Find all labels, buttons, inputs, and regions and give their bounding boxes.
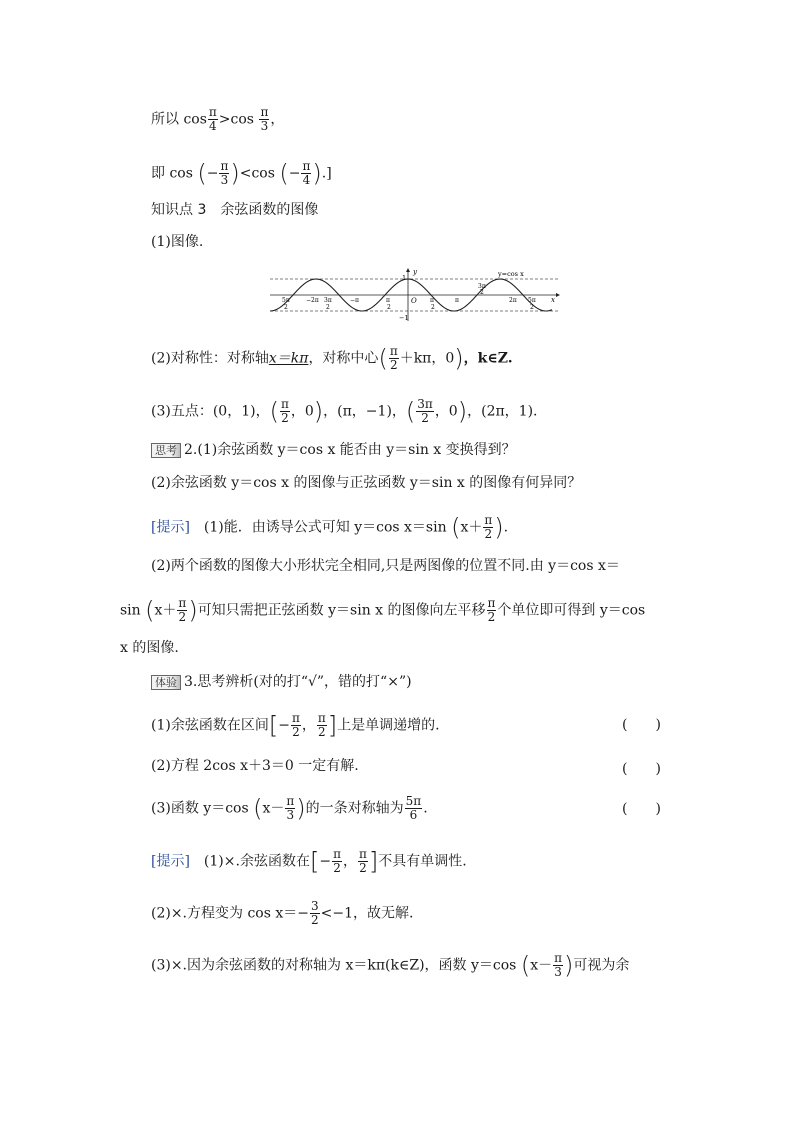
text: 即 cos bbox=[151, 165, 193, 182]
numerator: 3π bbox=[417, 397, 433, 411]
sign: − bbox=[288, 165, 301, 182]
text: (2)×.方程变为 cos x＝− bbox=[151, 905, 309, 922]
fraction bbox=[405, 795, 423, 822]
text: ，k∈Z. bbox=[463, 350, 513, 367]
tick-neg-pi: −π bbox=[350, 297, 359, 304]
paren: ( bbox=[279, 159, 289, 188]
denominator: 2 bbox=[421, 411, 429, 425]
denominator: 3 bbox=[220, 173, 229, 187]
numerator: π bbox=[554, 951, 562, 965]
numerator: 5π bbox=[405, 794, 422, 808]
paren: ) bbox=[312, 159, 322, 188]
tick-neg-pi-2: π bbox=[386, 297, 390, 304]
fraction bbox=[280, 398, 290, 425]
tick-neg-3pi-2: 3π bbox=[324, 297, 332, 304]
denominator: 2 bbox=[333, 861, 341, 875]
tick-denominator: 2 bbox=[530, 304, 534, 311]
paren: ) bbox=[188, 596, 198, 625]
paren: ( bbox=[145, 596, 155, 625]
numerator: π bbox=[220, 159, 229, 173]
experience-tag: 体验 bbox=[151, 675, 181, 690]
question-1 bbox=[151, 712, 440, 739]
line-cos-negative-compare bbox=[151, 160, 332, 187]
text: ， bbox=[342, 853, 357, 870]
denominator: 2 bbox=[484, 527, 493, 541]
paren: ( bbox=[451, 513, 461, 542]
text: x－ bbox=[262, 800, 285, 817]
text: 所以 cos bbox=[151, 111, 207, 128]
paren: ) bbox=[296, 794, 306, 823]
sign: − bbox=[278, 717, 290, 734]
fraction bbox=[416, 398, 434, 425]
denominator: 3 bbox=[286, 808, 295, 822]
text: 可视为余 bbox=[573, 957, 630, 974]
x-axis-label: x bbox=[551, 296, 555, 304]
answer-box-1[interactable]: ( ) bbox=[622, 717, 661, 733]
text: <−1，故无解. bbox=[320, 905, 414, 922]
tick-3pi-2: 3π bbox=[478, 283, 486, 290]
numerator: π bbox=[358, 847, 367, 861]
text: 可知只需把正弦函数 y＝sin x 的图像向左平移 bbox=[197, 602, 486, 619]
numerator: π bbox=[291, 711, 300, 725]
text: ，0 bbox=[290, 403, 314, 420]
min-value-label: −1 bbox=[399, 314, 409, 322]
hint-2-line-3: x 的图像. bbox=[120, 640, 179, 656]
fraction bbox=[310, 900, 320, 927]
paren: ) bbox=[313, 397, 324, 426]
text: 个单位即可得到 y＝cos bbox=[497, 602, 646, 619]
y-axis-label: y bbox=[413, 268, 417, 276]
fraction bbox=[389, 345, 399, 372]
think-question-1 bbox=[151, 440, 516, 460]
tick-denominator: 2 bbox=[480, 289, 484, 296]
think-question-2: (2)余弦函数 y＝cos x 的图像与正弦函数 y＝sin x 的图像有何异同？ bbox=[151, 475, 582, 491]
bracket: [ bbox=[309, 847, 320, 876]
answer-box-2[interactable]: ( ) bbox=[622, 761, 661, 777]
text: x＋ bbox=[460, 519, 483, 536]
tick-denominator: 2 bbox=[431, 304, 435, 311]
numerator: π bbox=[487, 596, 496, 610]
paren: ( bbox=[269, 397, 279, 426]
paren: ( bbox=[253, 794, 263, 823]
text: 2.(1)余弦函数 y＝cos x 能否由 y＝sin x 变换得到？ bbox=[184, 442, 516, 458]
tick-neg-2pi: −2π bbox=[306, 297, 319, 304]
hint-tag: [提示] bbox=[151, 519, 190, 536]
hint-2-line-1: (2)两个函数的图像大小形状完全相同,只是两图像的位置不同.由 y＝cos x＝ bbox=[151, 558, 620, 574]
hint-1 bbox=[151, 514, 508, 541]
numerator: π bbox=[389, 344, 398, 358]
text: (1)余弦函数在区间 bbox=[151, 717, 269, 734]
item-graph-label: (1)图像. bbox=[151, 234, 204, 250]
fraction bbox=[285, 795, 295, 822]
paren: ) bbox=[494, 513, 504, 542]
fraction bbox=[317, 712, 327, 739]
numerator: π bbox=[208, 105, 217, 119]
text: >cos bbox=[218, 111, 259, 128]
paren: ( bbox=[520, 951, 531, 980]
numerator: 3 bbox=[311, 899, 319, 913]
paren: ( bbox=[197, 159, 207, 188]
paren: ( bbox=[378, 344, 388, 373]
bracket: ] bbox=[327, 711, 338, 740]
tick-pi: π bbox=[455, 297, 459, 304]
line-cos-compare bbox=[151, 106, 284, 133]
text: x－ bbox=[530, 957, 553, 974]
numerator: π bbox=[286, 794, 295, 808]
denominator: 3 bbox=[554, 965, 562, 979]
x-axis-arrow bbox=[556, 293, 560, 297]
fraction bbox=[219, 160, 229, 187]
text: ，0 bbox=[434, 403, 458, 420]
denominator: 2 bbox=[281, 411, 289, 425]
fraction bbox=[332, 848, 342, 875]
sign: − bbox=[319, 853, 332, 870]
tick-denominator: 2 bbox=[387, 304, 391, 311]
numerator: π bbox=[484, 513, 493, 527]
numerator: π bbox=[280, 397, 289, 411]
text: (3)×.因为余弦函数的对称轴为 x＝kπ(k∈Z)，函数 y＝cos bbox=[151, 957, 521, 974]
axis-formula: x＝kπ bbox=[268, 350, 309, 367]
question-2: (2)方程 2cos x＋3＝0 一定有解. bbox=[151, 758, 359, 774]
tick-labels bbox=[282, 283, 536, 311]
text: . bbox=[423, 800, 428, 817]
think-tag: 思考 bbox=[151, 443, 181, 458]
section-heading: 知识点 3 余弦函数的图像 bbox=[151, 202, 319, 218]
denominator: 2 bbox=[311, 913, 319, 927]
fraction bbox=[177, 597, 187, 624]
text: (2)对称性：对称轴 bbox=[151, 350, 269, 367]
bracket: ] bbox=[368, 847, 379, 876]
tick-pi-2: π bbox=[430, 297, 434, 304]
denominator: 2 bbox=[359, 861, 367, 875]
bracket: [ bbox=[268, 711, 279, 740]
cosine-graph bbox=[268, 268, 564, 324]
numerator: π bbox=[333, 847, 341, 861]
tick-denominator: 2 bbox=[284, 304, 288, 311]
text: x＋ bbox=[154, 602, 177, 619]
hint-answer-2 bbox=[151, 900, 413, 927]
denominator: 4 bbox=[209, 119, 217, 133]
text: ， bbox=[270, 111, 285, 128]
hint-2-line-2 bbox=[120, 597, 645, 624]
text: ，(2π，1). bbox=[467, 403, 538, 420]
text: ， bbox=[301, 717, 316, 734]
paren: ) bbox=[230, 159, 240, 188]
text: . bbox=[503, 519, 509, 536]
text: ，(π，−1)， bbox=[323, 403, 406, 420]
text: 3.思考辨析(对的打“√”，错的打“×”) bbox=[184, 674, 412, 690]
text: ＋kπ，0 bbox=[399, 350, 455, 367]
text: (3)函数 y＝cos bbox=[151, 800, 254, 817]
function-label: y=cos x bbox=[498, 270, 524, 278]
denominator: 2 bbox=[317, 725, 326, 739]
text: .] bbox=[321, 165, 332, 182]
denominator: 3 bbox=[260, 119, 269, 133]
paren: ( bbox=[405, 397, 416, 426]
paren: ) bbox=[457, 397, 468, 426]
denominator: 2 bbox=[487, 610, 496, 624]
denominator: 2 bbox=[389, 358, 398, 372]
denominator: 2 bbox=[292, 725, 300, 739]
fraction bbox=[487, 597, 497, 624]
five-points-line bbox=[151, 398, 538, 425]
text: (1)×.余弦函数在 bbox=[189, 853, 310, 870]
fraction bbox=[483, 514, 493, 541]
text: 不具有单调性. bbox=[378, 853, 467, 870]
tick-2pi: 2π bbox=[509, 297, 517, 304]
sign: − bbox=[206, 165, 219, 182]
paren: ) bbox=[454, 344, 464, 373]
text: sin bbox=[120, 602, 146, 619]
denominator: 2 bbox=[178, 610, 187, 624]
tick-denominator: 2 bbox=[326, 304, 330, 311]
numerator: π bbox=[260, 105, 269, 119]
text: <cos bbox=[239, 165, 275, 182]
y-axis-arrow bbox=[406, 268, 410, 272]
origin-label: O bbox=[411, 297, 417, 305]
hint-answer-3 bbox=[151, 952, 629, 979]
paren: ) bbox=[563, 951, 574, 980]
denominator: 6 bbox=[409, 808, 418, 822]
fraction bbox=[259, 106, 269, 133]
symmetry-line bbox=[151, 345, 513, 372]
tick-neg-5pi-2: 5π bbox=[282, 297, 290, 304]
text: 上是单调递增的. bbox=[337, 717, 440, 734]
numerator: π bbox=[302, 159, 311, 173]
fraction bbox=[208, 106, 218, 133]
numerator: π bbox=[178, 596, 187, 610]
text: 的一条对称轴为 bbox=[305, 800, 404, 817]
experience-heading bbox=[151, 672, 412, 692]
fraction bbox=[301, 160, 311, 187]
fraction bbox=[553, 952, 563, 979]
tick-5pi-2: 5π bbox=[528, 297, 536, 304]
fraction bbox=[358, 848, 368, 875]
denominator: 4 bbox=[302, 173, 311, 187]
hint-answer-1 bbox=[151, 848, 467, 875]
question-3 bbox=[151, 795, 428, 822]
text: ，对称中心 bbox=[308, 350, 379, 367]
numerator: π bbox=[317, 711, 326, 725]
fraction bbox=[291, 712, 301, 739]
hint-tag: [提示] bbox=[151, 853, 190, 870]
text: (1)能．由诱导公式可知 y＝cos x＝sin bbox=[189, 519, 452, 536]
max-value-label: 1 bbox=[402, 274, 407, 282]
text: (3)五点：(0，1)， bbox=[151, 403, 270, 420]
answer-box-3[interactable]: ( ) bbox=[622, 801, 661, 817]
